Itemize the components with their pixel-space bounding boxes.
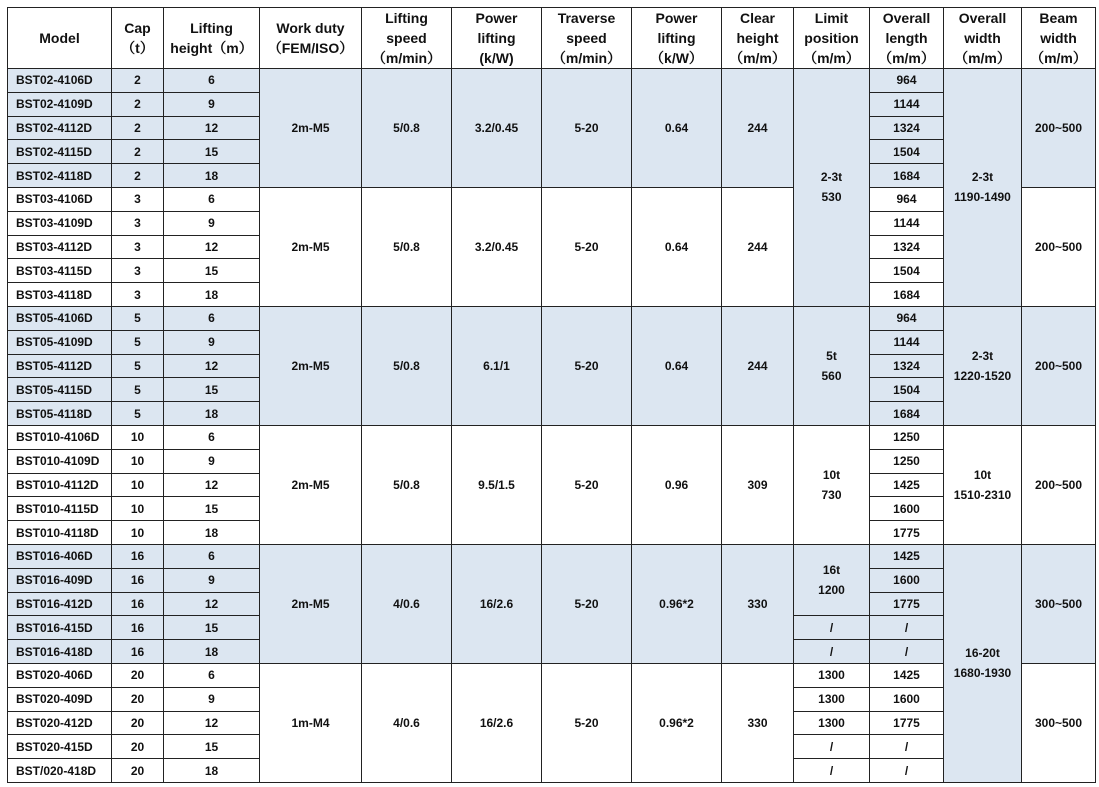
cap-cell: 16 [112, 592, 164, 616]
lifting-height-cell: 9 [164, 92, 260, 116]
lifting-height-cell: 6 [164, 663, 260, 687]
cap-cell: 3 [112, 235, 164, 259]
lifting-height-cell: 18 [164, 521, 260, 545]
model-cell: BST02-4112D [8, 116, 112, 140]
limit-position-cell: 1300 [794, 687, 870, 711]
lifting-height-cell: 6 [164, 306, 260, 330]
lifting-height-cell: 15 [164, 497, 260, 521]
model-cell: BST02-4109D [8, 92, 112, 116]
lifting-height-cell: 9 [164, 211, 260, 235]
overall-length-cell: / [870, 759, 944, 783]
table-row [8, 544, 1096, 568]
model-cell: BST010-4106D [8, 425, 112, 449]
lifting-height-cell: 15 [164, 735, 260, 759]
model-cell: BST03-4109D [8, 211, 112, 235]
overall-length-cell: 1504 [870, 259, 944, 283]
model-cell: BST020-412D [8, 711, 112, 735]
lifting-height-cell: 9 [164, 687, 260, 711]
power-lifting-2-cell: 0.96*2 [632, 663, 722, 782]
lifting-height-cell: 9 [164, 330, 260, 354]
model-cell: BST05-4106D [8, 306, 112, 330]
overall-length-cell: 1775 [870, 711, 944, 735]
lifting-speed-cell: 5/0.8 [362, 69, 452, 188]
lifting-height-cell: 15 [164, 616, 260, 640]
header-power-lifting: Power lifting (k/W) [452, 8, 542, 69]
model-cell: BST02-4115D [8, 140, 112, 164]
lifting-height-cell: 18 [164, 759, 260, 783]
cap-cell: 3 [112, 211, 164, 235]
model-cell: BST020-409D [8, 687, 112, 711]
overall-length-cell: 1324 [870, 354, 944, 378]
model-cell: BST03-4112D [8, 235, 112, 259]
header-traverse-speed: Traverse speed （m/min） [542, 8, 632, 69]
beam-width-cell: 200~500 [1022, 306, 1096, 425]
lifting-speed-cell: 5/0.8 [362, 306, 452, 425]
lifting-height-cell: 12 [164, 473, 260, 497]
header-overall-width: Overall width （m/m） [944, 8, 1022, 69]
beam-width-cell: 200~500 [1022, 187, 1096, 306]
overall-length-cell: 1425 [870, 473, 944, 497]
overall-length-cell: 1775 [870, 521, 944, 545]
lifting-height-cell: 6 [164, 544, 260, 568]
limit-position-cell: / [794, 616, 870, 640]
overall-length-cell: 1600 [870, 497, 944, 521]
limit-position-cell: 2-3t 530 [794, 69, 870, 307]
limit-position-cell: 1300 [794, 663, 870, 687]
cap-cell: 2 [112, 140, 164, 164]
traverse-speed-cell: 5-20 [542, 425, 632, 544]
cap-cell: 10 [112, 449, 164, 473]
specification-table [7, 7, 1096, 783]
cap-cell: 10 [112, 425, 164, 449]
header-lifting-speed: Lifting speed （m/min） [362, 8, 452, 69]
power-lifting-2-cell: 0.64 [632, 306, 722, 425]
lifting-height-cell: 12 [164, 711, 260, 735]
clear-height-cell: 309 [722, 425, 794, 544]
lifting-height-cell: 18 [164, 402, 260, 426]
overall-length-cell: 1144 [870, 330, 944, 354]
table-row [8, 69, 1096, 93]
lifting-height-cell: 18 [164, 164, 260, 188]
beam-width-cell: 200~500 [1022, 69, 1096, 188]
cap-cell: 2 [112, 92, 164, 116]
clear-height-cell: 244 [722, 187, 794, 306]
overall-length-cell: 1250 [870, 425, 944, 449]
overall-length-cell: 1600 [870, 568, 944, 592]
power-lifting-cell: 3.2/0.45 [452, 69, 542, 188]
header-clear-height: Clear height （m/m） [722, 8, 794, 69]
cap-cell: 16 [112, 640, 164, 664]
work-duty-cell: 1m-M4 [260, 663, 362, 782]
limit-position-cell: / [794, 735, 870, 759]
clear-height-cell: 330 [722, 663, 794, 782]
overall-length-cell: 1600 [870, 687, 944, 711]
work-duty-cell: 2m-M5 [260, 544, 362, 663]
traverse-speed-cell: 5-20 [542, 187, 632, 306]
lifting-height-cell: 12 [164, 235, 260, 259]
work-duty-cell: 2m-M5 [260, 425, 362, 544]
limit-position-cell: / [794, 759, 870, 783]
beam-width-cell: 300~500 [1022, 663, 1096, 782]
cap-cell: 5 [112, 378, 164, 402]
lifting-height-cell: 9 [164, 449, 260, 473]
model-cell: BST010-4118D [8, 521, 112, 545]
limit-position-cell: 10t 730 [794, 425, 870, 544]
power-lifting-2-cell: 0.64 [632, 69, 722, 188]
traverse-speed-cell: 5-20 [542, 69, 632, 188]
lifting-height-cell: 6 [164, 69, 260, 93]
cap-cell: 10 [112, 521, 164, 545]
header-overall-length: Overall length （m/m） [870, 8, 944, 69]
model-cell: BST016-415D [8, 616, 112, 640]
power-lifting-2-cell: 0.96 [632, 425, 722, 544]
lifting-speed-cell: 4/0.6 [362, 544, 452, 663]
overall-length-cell: 1684 [870, 402, 944, 426]
model-cell: BST05-4115D [8, 378, 112, 402]
overall-length-cell: 964 [870, 306, 944, 330]
power-lifting-2-cell: 0.64 [632, 187, 722, 306]
power-lifting-2-cell: 0.96*2 [632, 544, 722, 663]
cap-cell: 5 [112, 402, 164, 426]
model-cell: BST03-4115D [8, 259, 112, 283]
model-cell: BST016-418D [8, 640, 112, 664]
overall-width-cell: 2-3t 1220-1520 [944, 306, 1022, 425]
overall-length-cell: 1324 [870, 116, 944, 140]
overall-length-cell: 964 [870, 187, 944, 211]
work-duty-cell: 2m-M5 [260, 306, 362, 425]
traverse-speed-cell: 5-20 [542, 544, 632, 663]
model-cell: BST016-409D [8, 568, 112, 592]
cap-cell: 2 [112, 164, 164, 188]
model-cell: BST016-406D [8, 544, 112, 568]
cap-cell: 20 [112, 759, 164, 783]
limit-position-cell: 16t 1200 [794, 544, 870, 615]
overall-length-cell: 1684 [870, 283, 944, 307]
header-model: Model [8, 8, 112, 69]
header-cap: Cap （t） [112, 8, 164, 69]
cap-cell: 16 [112, 616, 164, 640]
cap-cell: 20 [112, 711, 164, 735]
cap-cell: 2 [112, 116, 164, 140]
clear-height-cell: 244 [722, 69, 794, 188]
overall-length-cell: 1775 [870, 592, 944, 616]
lifting-height-cell: 15 [164, 259, 260, 283]
overall-length-cell: 1144 [870, 211, 944, 235]
clear-height-cell: 330 [722, 544, 794, 663]
limit-position-cell: 5t 560 [794, 306, 870, 425]
model-cell: BST02-4106D [8, 69, 112, 93]
overall-length-cell: / [870, 735, 944, 759]
overall-length-cell: 1684 [870, 164, 944, 188]
lifting-height-cell: 12 [164, 116, 260, 140]
work-duty-cell: 2m-M5 [260, 69, 362, 188]
table-row [8, 187, 1096, 211]
clear-height-cell: 244 [722, 306, 794, 425]
overall-width-cell: 2-3t 1190-1490 [944, 69, 1022, 307]
cap-cell: 16 [112, 568, 164, 592]
cap-cell: 10 [112, 473, 164, 497]
cap-cell: 20 [112, 687, 164, 711]
cap-cell: 20 [112, 663, 164, 687]
lifting-height-cell: 15 [164, 378, 260, 402]
limit-position-cell: / [794, 640, 870, 664]
beam-width-cell: 200~500 [1022, 425, 1096, 544]
lifting-height-cell: 15 [164, 140, 260, 164]
model-cell: BST016-412D [8, 592, 112, 616]
model-cell: BST05-4118D [8, 402, 112, 426]
table-row [8, 306, 1096, 330]
overall-width-cell: 10t 1510-2310 [944, 425, 1022, 544]
model-cell: BST020-415D [8, 735, 112, 759]
overall-length-cell: 1504 [870, 140, 944, 164]
lifting-height-cell: 6 [164, 187, 260, 211]
overall-length-cell: 1425 [870, 544, 944, 568]
cap-cell: 5 [112, 306, 164, 330]
overall-length-cell: 1324 [870, 235, 944, 259]
model-cell: BST020-406D [8, 663, 112, 687]
lifting-height-cell: 9 [164, 568, 260, 592]
model-cell: BST010-4112D [8, 473, 112, 497]
model-cell: BST05-4112D [8, 354, 112, 378]
lifting-speed-cell: 5/0.8 [362, 425, 452, 544]
header-power-lifting-2: Power lifting （k/W） [632, 8, 722, 69]
work-duty-cell: 2m-M5 [260, 187, 362, 306]
lifting-height-cell: 18 [164, 283, 260, 307]
traverse-speed-cell: 5-20 [542, 306, 632, 425]
cap-cell: 20 [112, 735, 164, 759]
power-lifting-cell: 3.2/0.45 [452, 187, 542, 306]
power-lifting-cell: 16/2.6 [452, 663, 542, 782]
overall-length-cell: 964 [870, 69, 944, 93]
overall-length-cell: 1250 [870, 449, 944, 473]
model-cell: BST03-4118D [8, 283, 112, 307]
lifting-height-cell: 18 [164, 640, 260, 664]
cap-cell: 3 [112, 259, 164, 283]
overall-length-cell: / [870, 640, 944, 664]
model-cell: BST02-4118D [8, 164, 112, 188]
model-cell: BST05-4109D [8, 330, 112, 354]
overall-length-cell: 1425 [870, 663, 944, 687]
lifting-speed-cell: 4/0.6 [362, 663, 452, 782]
header-limit-position: Limit position （m/m） [794, 8, 870, 69]
cap-cell: 3 [112, 283, 164, 307]
power-lifting-cell: 6.1/1 [452, 306, 542, 425]
cap-cell: 2 [112, 69, 164, 93]
cap-cell: 16 [112, 544, 164, 568]
lifting-height-cell: 12 [164, 592, 260, 616]
traverse-speed-cell: 5-20 [542, 663, 632, 782]
header-row [8, 8, 1096, 69]
power-lifting-cell: 9.5/1.5 [452, 425, 542, 544]
power-lifting-cell: 16/2.6 [452, 544, 542, 663]
model-cell: BST010-4109D [8, 449, 112, 473]
model-cell: BST03-4106D [8, 187, 112, 211]
cap-cell: 5 [112, 330, 164, 354]
overall-length-cell: / [870, 616, 944, 640]
model-cell: BST/020-418D [8, 759, 112, 783]
overall-length-cell: 1504 [870, 378, 944, 402]
table-row [8, 663, 1096, 687]
lifting-speed-cell: 5/0.8 [362, 187, 452, 306]
cap-cell: 3 [112, 187, 164, 211]
table-row [8, 425, 1096, 449]
lifting-height-cell: 12 [164, 354, 260, 378]
header-beam-width: Beam width （m/m） [1022, 8, 1096, 69]
beam-width-cell: 300~500 [1022, 544, 1096, 663]
limit-position-cell: 1300 [794, 711, 870, 735]
header-lifting-height: Lifting height（m） [164, 8, 260, 69]
cap-cell: 5 [112, 354, 164, 378]
cap-cell: 10 [112, 497, 164, 521]
overall-width-cell: 16-20t 1680-1930 [944, 544, 1022, 782]
header-work-duty: Work duty （FEM/ISO） [260, 8, 362, 69]
lifting-height-cell: 6 [164, 425, 260, 449]
model-cell: BST010-4115D [8, 497, 112, 521]
overall-length-cell: 1144 [870, 92, 944, 116]
